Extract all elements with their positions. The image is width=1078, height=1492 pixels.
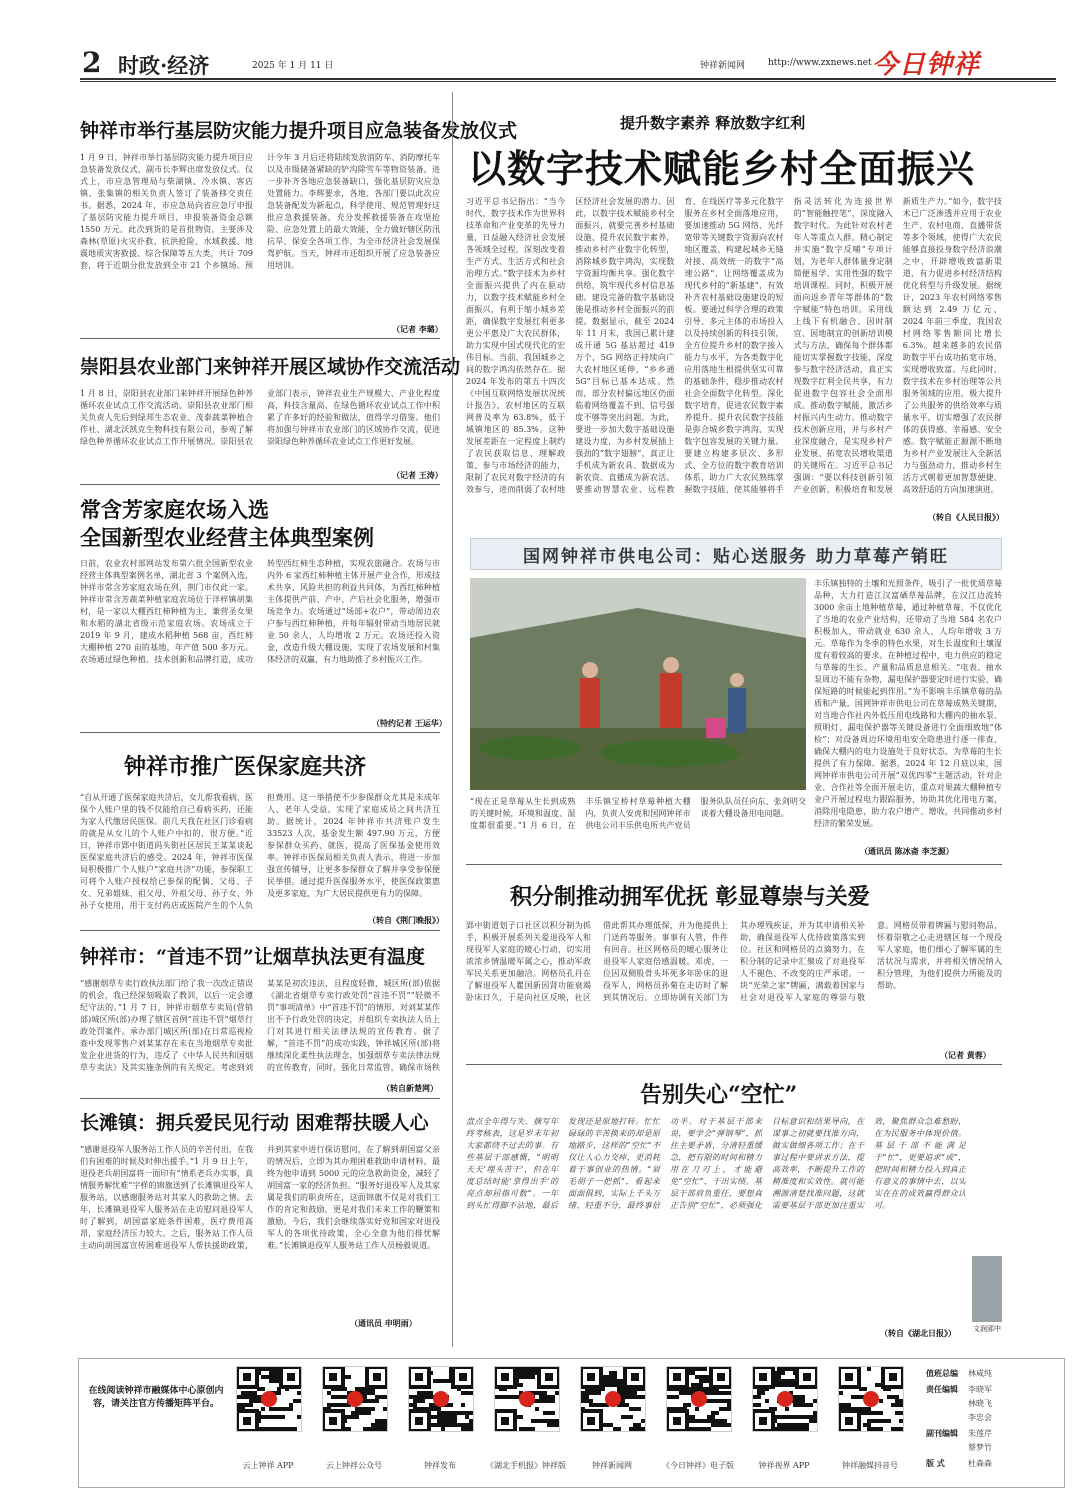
article2-title: 崇阳县农业部门来钟祥开展区域协作交流活动	[80, 356, 461, 378]
editor-name: 李忠会	[968, 1413, 992, 1422]
qr-code[interactable]	[494, 1366, 560, 1432]
qr-code-label: 云上钟祥公众号	[326, 1461, 382, 1470]
column-tag: 文润郢中	[973, 1325, 1001, 1333]
footer-notice: 在线阅读钟祥市融媒体中心原创内容，请关注官方传播矩阵平台。	[88, 1386, 224, 1409]
article9-body: 郢中街道划子口社区以积分制为抓手，积极开展系列关爱退役军人和现役军人家庭的暖心行动，切实用浓浓乡情温暖军属之心，推动军政军民关系更加融洽。网格员孔丹在了解退役军人瞿国新因肾功能衰竭卧床日久，于是向社区反映，社区借此帮其办理低保，并为他提供上门送药等服务。事事有人管，件件有回音。社区网格员的暖心服务让退役军人家庭倍感温暖。邓虎，一位因双侧股骨头坏死多年卧床的退役军人，网格员孙菊在走访时了解到其情况后，立即协调有关部门为其办理残疾证，并为其申请相关补助，确保退役军人优待政策落实到位。社区和网格员的点滴努力，在积分制的记录中汇聚成了对退役军人不褪色、不改变的庄严承诺。一块“光荣之家”牌匾，满载着国家与社会对退役军人家庭的尊崇与敬意。网格员带着牌匾与慰问物品，怀着崇敬之心走进辖区每一个现役军人家庭，他们细心了解军属的生活状况与需求，并将相关情况纳入积分管理，为他们提供力所能及的帮助。	[466, 921, 1002, 1002]
divider	[466, 1064, 1002, 1065]
article3-byline: （特约记者 王运华）	[372, 718, 447, 728]
qr-code-label: 《湖北手机报》钟祥版	[486, 1461, 566, 1470]
editor-name: 蔡梦竹	[968, 1443, 992, 1452]
newspaper-logo: 今日钟祥	[872, 50, 981, 80]
article9-byline: （记者 黄蓉）	[940, 1050, 991, 1060]
editor-role: 副刊编辑	[926, 1428, 958, 1438]
divider	[80, 930, 440, 931]
article5-body: “感谢烟草专卖行政执法部门给了我一次改正错误的机会，我已经深刻吸取了教训，以后一定会遵纪守法的。”1 月 7 日，钟祥市烟草专卖局(营销部)城区所(部)办理了辖区首例“首违不罚”烟草行政处罚案件。承办部门城区所(部)在日常巡视检查中发现零售户刘某某存在未在当地烟草专卖批发企业进货的行为，违反了《中华人民共和国烟草专卖法》及其实施条例的有关规定。考虑到刘某某是初次违法，且程度轻微，城区所(部)依据《湖北省烟草专卖行政处罚“首违不罚”“轻微不罚”事项清单》中“首违不罚”的情形，对刘某某作出不予行政处罚的决定，并组织专卖执法人员上门对其进行相关法律法规的宣传教育。据了解，“首违不罚”的成功实践，钟祥城区所(部)将继续深化柔性执法理念，加强烟草专卖法律法规的宣传教育，同时，强化日常监管，确保市场秩	[80, 979, 440, 1072]
page-number: 2	[82, 46, 102, 79]
article6-title: 长滩镇：拥兵爱民见行动 困难帮扶暖人心	[80, 1112, 429, 1134]
header-rule-thin	[80, 81, 1056, 82]
column-author-photo	[972, 1256, 1002, 1322]
editor-role: 值班总编	[926, 1368, 958, 1378]
qr-code-label: 《今日钟祥》电子版	[662, 1461, 734, 1470]
article3-title-line2: 全国新型农业经营主体典型案例	[80, 525, 374, 550]
column-divider	[452, 92, 453, 1347]
article1-byline: （记者 李璐）	[392, 324, 443, 334]
divider	[80, 338, 440, 339]
article10-title: 告别失心“空忙”	[640, 1082, 798, 1108]
article7-title: 以数字技术赋能乡村全面振兴	[468, 146, 976, 191]
editor-name: 朱莲芹	[968, 1429, 992, 1438]
editor-name: 林咸纯	[968, 1369, 992, 1378]
article10-byline: （转自《湖北日报》）	[880, 1328, 956, 1338]
qr-code-label: 钟祥新闻网	[592, 1461, 632, 1470]
editor-role: 责任编辑	[926, 1384, 958, 1394]
qr-code-label: 云上钟祥 APP	[242, 1461, 294, 1470]
editor-name: 杜森森	[968, 1459, 992, 1468]
article1-body: 1 月 9 日，钟祥市举行基层防灾能力提升项目应急装备发放仪式，副市长李辉出席发放仪式。仪式上，市应急管理局与柴湖镇、冷水镇、客店镇、张集镇的相关负责人签订了装备移交责任书。据悉，2024 年，市应急局向省应急厅申报了基层防灾能力提升项目，申报装备资金总额 1550 万元。此次到货的是首批物资，主要涉及森林(草原)火灾扑救、抗洪抢险、水域救援、地震地质灾害救援、综合保障等五大类，共计 709 套，将于近期分批发放到全市 21 个乡镇场。预计今年 3 月后还将陆续发放消防车、消防摩托车以及市级储备紧缺的铲沟除雪车等物资装备，进一步补齐各地应急装备缺口，强化基层防灾应急处置能力。李辉要求，各地、各部门要以此次应急装备配发为新起点，科学使用、规范管理好这批应急救援装备，充分发挥救援装备在攻坚抢险、应急处置上的最大效能，全力做好辖区防汛抗旱、保安全各项工作，为全市经济社会发展保驾护航。当天，钟祥市还组织开展了应急装备应用培训。	[80, 153, 440, 270]
article6-byline: （通讯员 申明雨）	[350, 1318, 417, 1328]
divider	[80, 484, 440, 485]
qr-code[interactable]	[408, 1366, 474, 1432]
article8-banner: 国网钟祥市供电公司：贴心送服务 助力草莓产销旺	[470, 538, 1002, 570]
site-url[interactable]: http://www.zxnews.net	[768, 58, 872, 68]
article5-byline: （转自新楚网）	[382, 1083, 438, 1093]
strawberry-greenhouse-photo	[470, 578, 806, 790]
article3-body: 日前，农业农村部网站发布第六批全国新型农业经营主体典型案例名单，湖北省 3 个案例入选，钟祥市常含芳家庭农场在列，荆门市仅此一家。钟祥市常含芳蔬菜种植家庭农场位于洋梓镇胡集村，是一家以大棚西红柿种植为主、兼营圣女果和水稻的湖北省级示范家庭农场。农场成立于 2019 年 9 月，建成水稻种植 568 亩，西红柿大棚种植 270 亩的基地，年产值 500 多万元。农场通过绿色种植、技术创新和品牌打造，成功转型西红柿生态种植，实现农旅融合。农场与市内外 6 家西红柿种植主体开展产业合作，形成技术共享、风险共担的利益共同体，为西红柿种植主体提供产前、产中、产后社会化服务，增强市场竞争力。农场通过“场部+农户”，带动周边农户参与西红柿种植，并每年辐射带动当地居民就业 50 余人，人均增收 2 万元。农场还投入资金，改造升级大棚设施，实现了农场发展和村集体经济的双赢，有力地助推了乡村振兴工作。	[80, 559, 440, 664]
article3-title-line1: 常含芳家庭农场入选	[80, 497, 269, 522]
divider	[466, 864, 1002, 865]
qr-code-label: 钟祥发布	[424, 1461, 456, 1470]
article8-photo-caption: “现在正是草莓从生长到成熟的关键时候，环境和温度、湿度都很重要。”1 月 6 日，在丰乐镇宝桥村草莓种植大棚内，负责人安虎和国网钟祥市供电公司丰乐供电所共产党员服务队队员任向东、张剑明交谈着大棚设备用电问题。	[470, 797, 806, 830]
article1-title: 钟祥市举行基层防灾能力提升项目应急装备发放仪式	[80, 120, 518, 142]
article2-byline: （记者 王涛）	[392, 470, 443, 480]
editor-name: 李晓军	[968, 1385, 992, 1394]
article4-body: “自从开通了医保家庭共济后，女儿帮我看病，医保个人账户里的钱不仅能给自己看病买药，还能为家人代缴居民医保。前几天我在社区门诊看病的就是从女儿的个人账户中扣的，很方便。”近日，钟祥市郢中街道码头街社区居民王某某谈起医保家庭共济后的感受。2024 年，钟祥市医保局积极推广个人账户“家庭共济”功能，参保职工可将个人账户授权给已参保的配偶、父母、子女、兄弟姐妹、祖父母、外祖父母、孙子女、外孙子女使用，用于支付药店或医院产生的个人负担费用。这一举措使不少参保群众尤其是未成年人、老年人受益，实现了家庭成员之间共济互助。据统计，2024 年钟祥市共济账户发生 33523 人次，基金发生额 497.90 万元，方便参保群众买药、就医，提高了医保基金使用效率。钟祥市医保局相关负责人表示，将进一步加强宣传辅导，让更多参保群众了解并享受参保便民举措。通过提升医保服务水平，使医保政策惠及更多家庭，为广大居民提供更有力的保障。	[80, 793, 440, 910]
article7-byline: （转自《人民日报》）	[928, 512, 1004, 522]
article8-byline: （通讯员 陈冰斋 李芝源）	[860, 846, 954, 856]
article2-body: 1 月 8 日，崇阳县农业部门来钟祥开展绿色种养循环农业试点工作交流活动。崇阳县农业部门相关负责人先后到绿邦生态农业、茂泰蔬菜种植合作社、湖北沃凯克生物科技有限公司，参观了解绿色种养循环农业试点工作开展情况。崇阳县农业部门表示，钟祥农业生产规模大、产业化程度高，科技含量高，在绿色循环农业试点工作中积累了许多好的经验和做法，值得学习借鉴。他们将加强与钟祥市农业部门的区域协作交流，促进崇阳绿色种养循环农业试点工作更好发展。	[80, 389, 440, 446]
divider	[80, 1098, 440, 1099]
article4-title: 钟祥市推广医保家庭共济	[124, 754, 367, 780]
divider	[80, 732, 440, 733]
qr-code-label: 钟祥视界 APP	[758, 1461, 810, 1470]
qr-code[interactable]	[322, 1366, 388, 1432]
issue-date: 2025 年 1 月 11 日	[252, 61, 334, 71]
qr-code[interactable]	[666, 1366, 732, 1432]
article4-byline: （转自《荆门晚报》）	[368, 915, 444, 925]
article10-body: 盘点全年得与失，摘写年终考核表，这是岁末年初大家都绕不过去的事。有些基层干部感慨，“明明天天‘埋头苦干’，但在年度总结时能‘拿得出手’的亮点却屈指可数”。一年到头忙得脚不沾地，最后发现还是原地打转。忙忙碌碌的辛苦换来的却是原地踏步，这样的“空忙”不仅让人心力交瘁，更消耗着干事创业的热情。“眉毛胡子一把抓”，看起来面面俱到，实际上千头万绪、轻重不分，最终事倍功半。对于基层干部来说，要学会“弹钢琴”，抓住主要矛盾，分清轻重缓急，把有限的时间和精力用在刀刃上，才能避免“空忙”，干出实绩。基层干部肩负重任，要想真正告别“空忙”，必须强化目标意识和结果导向，在谋事之初就要找准方向，做实做细各项工作；在干事过程中要讲求方法，提高效率，不断提升工作的精准度和实效性。就可能溯源清楚找准问题，这就需要基层干部更加注重实效，聚焦群众急难愁盼，在为民服务中体现价值。基层干部不能满足于“忙”，更要追求“成”，把时间和精力投入到真正有意义的事情中去，以实实在在的成效赢得群众认可。	[466, 1117, 966, 1210]
site-name: 钟祥新闻网	[700, 61, 746, 71]
qr-code[interactable]	[236, 1366, 302, 1432]
article7-kicker: 提升数字素养 释放数字红利	[620, 114, 806, 132]
article6-body: “感谢退役军人服务站工作人员的辛苦付出，在我们有困难的时候及时伸出援手。”1 月 9 日上午，退役老兵胡国富将一面印有“情系老兵办实事，真情服务解忧难”字样的锦旗送到了长滩镇退役军人服务站，以感谢服务站对其家人的救助之情。去年，长滩镇退役军人服务站在走访慰问退役军人时了解到，胡国富家庭条件困难，医疗费用高昂，家庭经济压力较大。之后，服务站工作人员主动向胡国富宣传困难退役军人帮扶援助政策，并到其家中进行探访慰问，在了解到胡国富父亲的情况后，立即为其办理困难救助申请材料，最终为他申请到 5000 元的应急救助资金，减轻了胡国富一家的经济负担。“服务好退役军人及其家属是我们的职责所在，这面锦旗不仅是对我们工作的肯定和鼓励，更是对我们未来工作的鞭策和激励。今后，我们会继续落实好党和国家对退役军人的各项优待政策，全心全意为他们排忧解难。”长滩镇退役军人服务站工作人员杨毅说道。	[80, 1145, 440, 1250]
qr-code-label: 钟祥融媒抖音号	[842, 1461, 898, 1470]
article5-title: 钟祥市：“首违不罚”让烟草执法更有温度	[80, 946, 425, 968]
article7-body: 习近平总书记指出：“当今时代，数字技术作为世界科技革命和产业变革的先导力量，日益融入经济社会发展各领域全过程，深刻改变着生产方式、生活方式和社会治理方式。”数字技术为乡村全面振兴提供了内在驱动力，以数字技术赋能乡村全面振兴，有利于缩小城乡差距，确保数字发展红利更多更公平惠及广大农民群体，助力实现中国式现代化的宏伟目标。当前，我国城乡之间的数字鸿沟依然存在。据 2024 年发布的第五十四次《中国互联网络发展状况统计报告》，农村地区的互联网普及率为 63.8%，低于城镇地区的 85.3%。这种发展差距在一定程度上制约了农民获取信息、理解政策、参与市场经济的能力，限制了农民对数字经济的有效参与，进而削弱了农村地区经济社会发展的潜力。因此，以数字技术赋能乡村全面振兴，就要完善乡村基础设施，提升农民数字素养，推动乡村产业数字化转型，消除城乡数字鸿沟，实现数字资源均衡共享。强化数字供给，筑牢现代乡村信息基础。建设完备的数字基础设施是推动乡村全面振兴的前提。数据显示，截至 2024 年 11 月末，我国已累计建成开通 5G 基站超过 419 万个，5G 网络正持续向广大农村地区延伸，“乡乡通 5G”目标已基本达成。然而，部分农村偏远地区仍面临着网络覆盖不到、信号强度不够等突出问题。为此，要进一步加大数字基础设施建设力度，为乡村发展插上强劲的“数字翅膀”，真正让手机成为新农具、数据成为新农资、直播成为新农活。要推动智慧农业、远程教育、在线医疗等多元化数字服务在乡村全面落地应用，要加速推动 5G 网络、光纤宽带等关键数字资源向农村地区覆盖，构建起城乡无缝对接、高效统一的数字“高速公路”，让网络覆盖成为现代乡村的“新基建”，有效补齐农村基础设施建设的短板。要通过科学合理的政策引导、多元主体的市场投入以及持续创新的科技引领，全方位提升乡村的数字接入能力与水平，为各类数字化应用落地生根提供坚实可靠的基础条件，稳步推动农村社会全面数字化转型。深化数字培育，促进农民数字素养提升。提升农民数字技能是弥合城乡数字鸿沟、实现数字包容发展的关键力量。要建立构建多层次、多形式、全方位的数字教育培训体系，助力广大农民熟练掌握数字技能，使其能够将手指灵活转化为连接世界的“智能触控笔”，深度融入数字时代。为此针对农村老年人等重点人群，精心制定并实施“数字反哺”专项计划，为老年人群体量身定制简便易学、实用性强的数字培训课程。同时，积极开展面向返乡青年等群体的“数字赋能”特色培训。采用线上线下有机融合、因时制宜、因地制宜的创新培训模式与方法，确保每个群体都能切实掌握数字技能，深度参与数字经济活动，真正实现数字红利全民共享，有力促进数字包容社会全面形成。推动数字赋能，激活乡村振兴内生动力。推动数字技术创新应用，并与乡村产业深度融合，是实现乡村产业发展、拓宽农民增收渠道的关键所在。习近平总书记强调：“要以科技创新引领产业创新，积极培育和发展新质生产力。”如今，数字技术已广泛渗透并应用于农业生产、农村电商、直播带货等多个领域，使得广大农民能够直接投身数字经济浪潮之中，开辟增收致富新渠道，有力促进乡村经济结构优化转型与升级发展。据统计，2023 年农村网络零售额达到 2.49 万亿元，2024 年前三季度，我国农村网络零售额同比增长 6.3%。越来越多的农民借助数字平台成功拓宽市场，实现增收致富。与此同时，数字技术在乡村治理等公共服务领域的应用，极大提升了公共服务的供给效率与质量水平，切实增强了农民群体的获得感、幸福感、安全感。数字赋能正源源不断地为乡村产业发展注入全新活力与强劲动力，推动乡村生活方式朝着更加智慧便捷、高效舒适的方向加速演进。	[466, 197, 1002, 494]
editor-name: 林晓飞	[968, 1399, 992, 1408]
section-title: 时政·经济	[118, 53, 210, 78]
header-rule	[80, 78, 1056, 80]
qr-code[interactable]	[838, 1366, 904, 1432]
article9-title: 积分制推动拥军优抚 彰显尊崇与关爱	[510, 884, 870, 910]
qr-code[interactable]	[580, 1366, 646, 1432]
article8-body: 丰乐镇独特的土壤和光照条件，吸引了一批优质草莓品种，大力打造江汉富硒草莓品牌，在汉江边流转 3000 余亩土地种植草莓，通过种植草莓，不仅优化了当地的农业产业结构，还带动了当地 584 名农户积极加入，带动就业 630 余人，人均年增收 3 万元。草莓作为冬季的特色水果，对生长温度和土壤湿度有着较高的要求。在种植过程中，电力供应的稳定与草莓的生长、产量和品质息息相关。“电表、抽水泵周边不能有杂物，漏电保护器要定时进行实验，确保短路的时候能起到作用。”为不影响丰乐镇草莓的品质和产量，国网钟祥市供电公司在草莓成熟关键期，对当地合作社内外低压用电线路和大棚内的抽水泵、照明灯、漏电保护器等关键设备进行全面细致地“体检”；对设备周边环境用电安全隐患进行逐一排查，确保大棚内的电力设施处于良好状态，为草莓的生长提供了有力保障。据悉，2024 年 12 月底以来，国网钟祥市供电公司开展“双优四零”主题活动，针对企业、合作社等全面开展走访，重点对果蔬大棚种植专业户开展过程电力跟踪服务，协助其优化用电方案，消除用电隐患，助力农户增产、增收，共同推动乡村经济的繁荣发展。	[814, 579, 1002, 828]
editor-role: 版 式	[926, 1458, 945, 1468]
qr-code[interactable]	[752, 1366, 818, 1432]
